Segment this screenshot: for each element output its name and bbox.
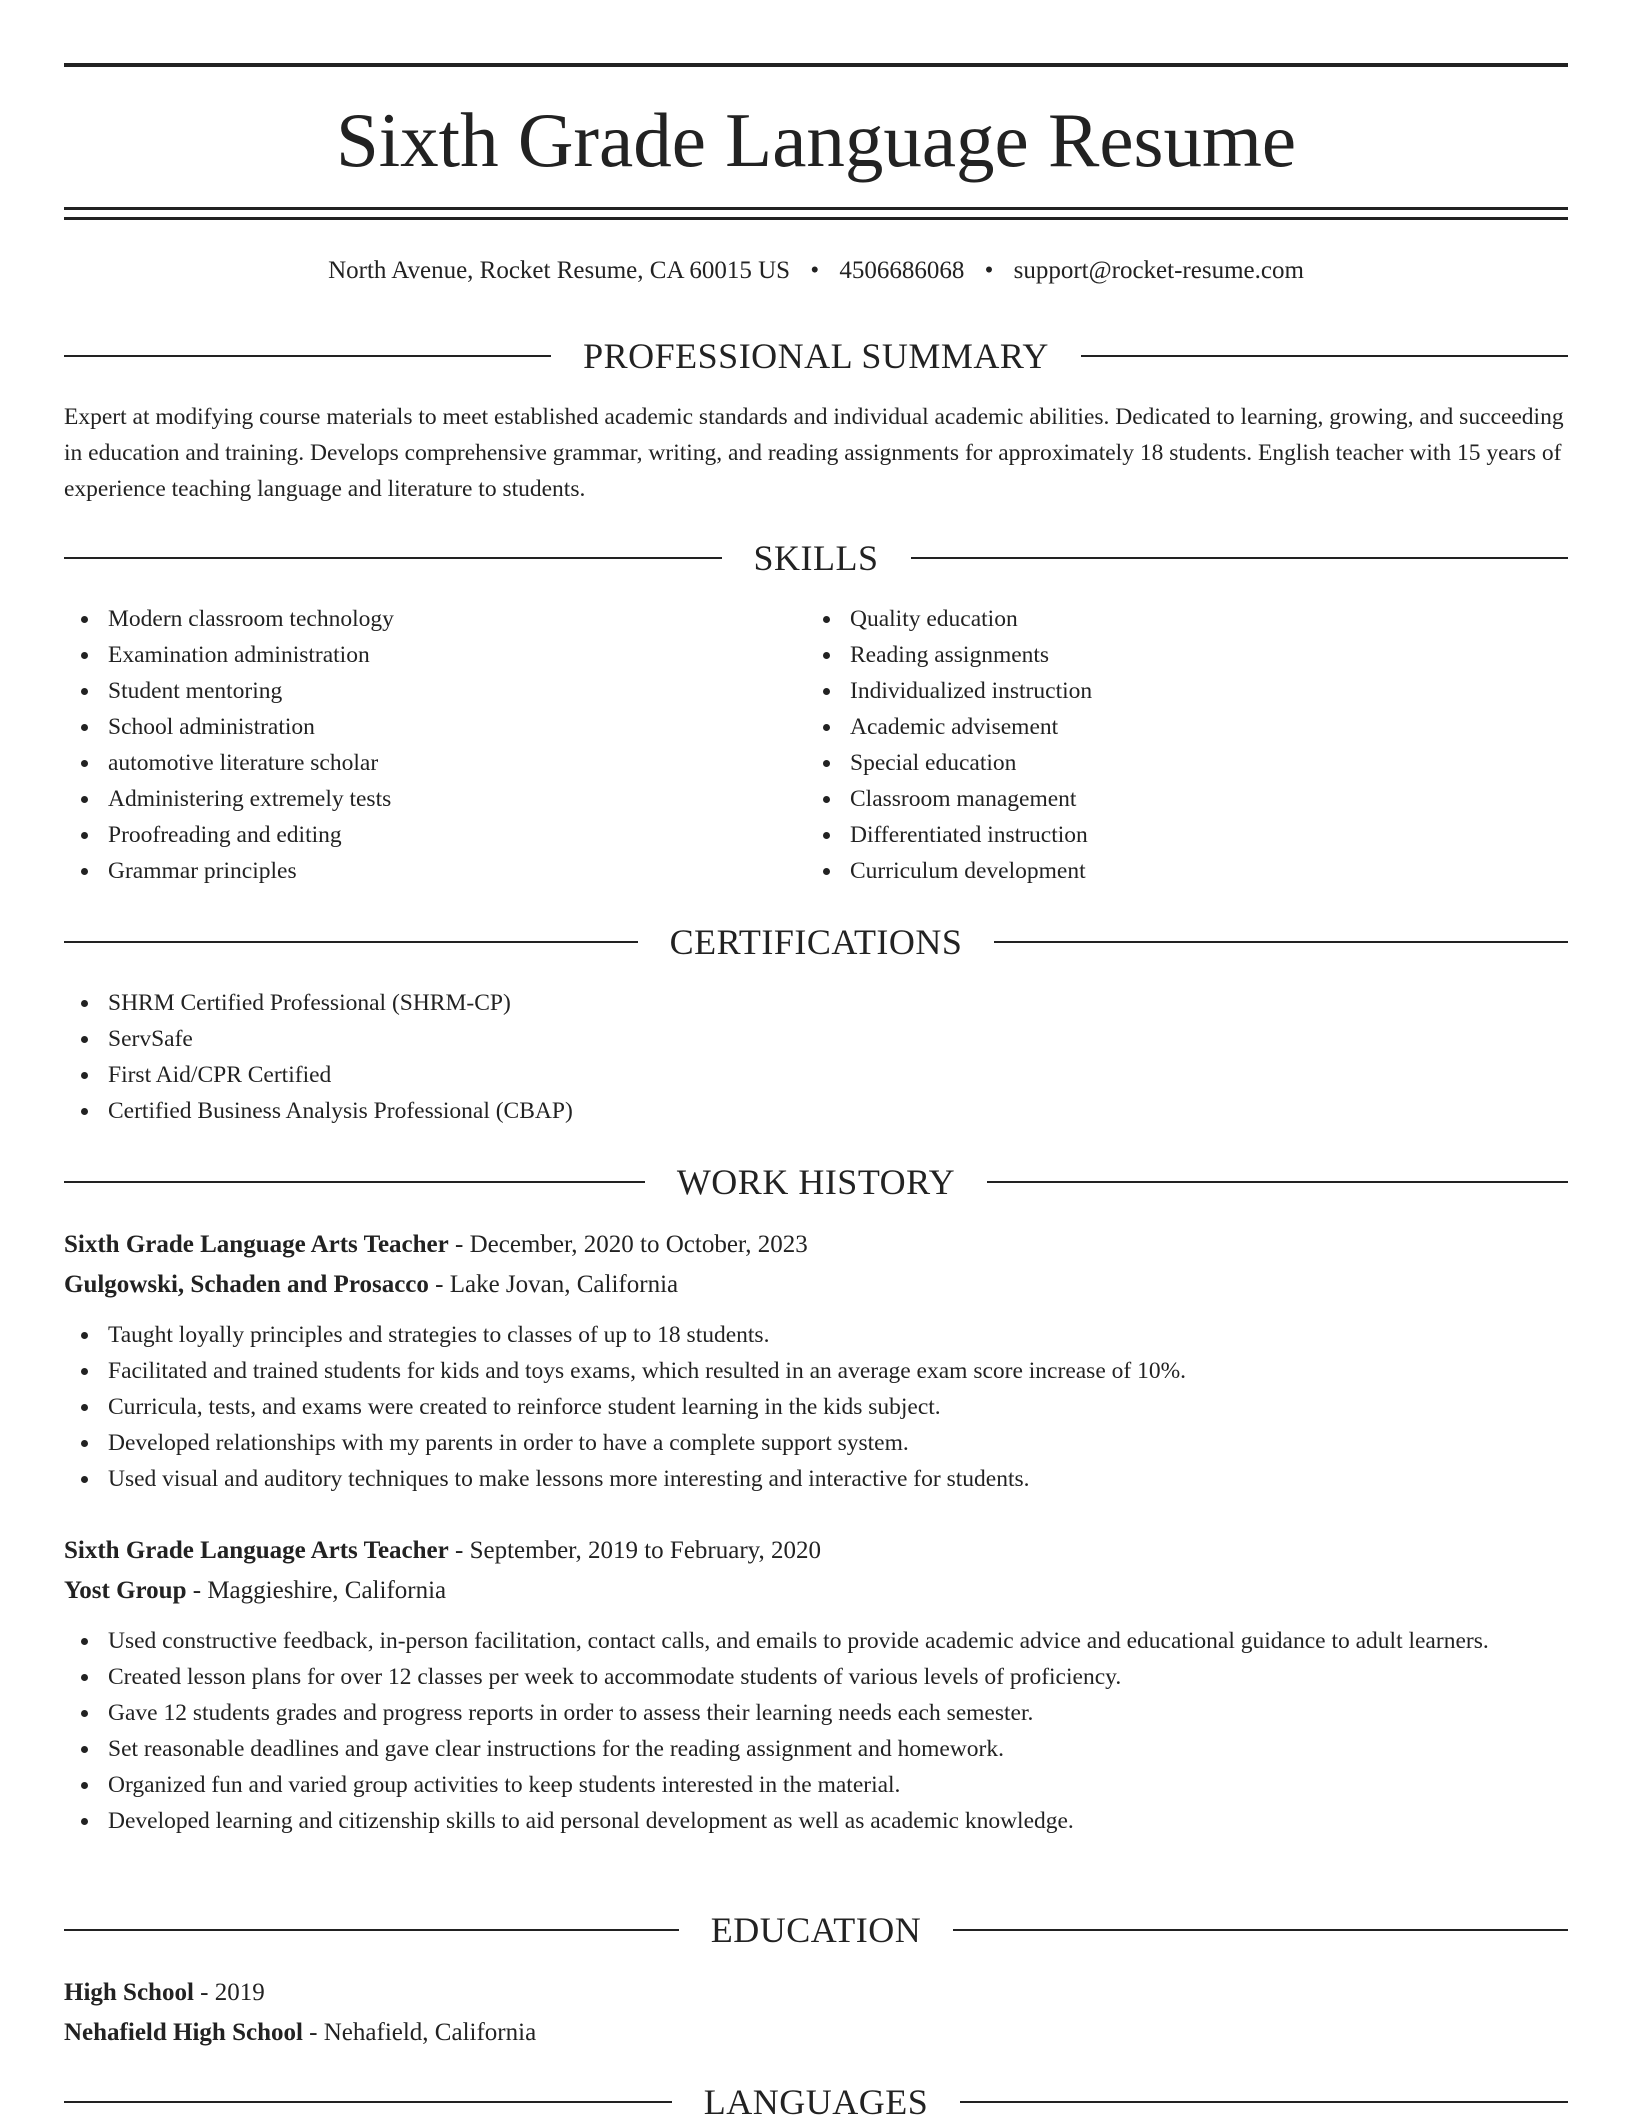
list-item: Differentiated instruction [806,817,1566,853]
education-degree: High School [64,1979,194,2006]
section-heading-skills [64,536,1568,580]
contact-address: North Avenue, Rocket Resume, CA 60015 US [328,257,791,284]
section-title: WORK HISTORY [676,1162,956,1202]
list-item: Taught loyally principles and strategies to classes of up to 18 students. [64,1317,1568,1353]
list-item: Grammar principles [64,853,804,889]
education-year: - 2019 [193,1979,265,2006]
list-item: Facilitated and trained students for kids and toys exams, which resulted in an average exam score increase of 10%. [64,1353,1568,1389]
contact-separator: • [984,257,994,284]
certifications-list [64,985,1568,1129]
education-degree-line [64,1973,1568,2013]
list-item: Individualized instruction [806,673,1566,709]
heading-rule [960,2101,1568,2103]
heading-rule [64,1181,645,1183]
resume-title: Sixth Grade Language Resume [335,97,1297,183]
list-item: Quality education [806,601,1566,637]
education-entry [64,1973,1568,2053]
heading-rule [953,1929,1568,1931]
list-item: First Aid/CPR Certified [64,1057,1568,1093]
title-double-rule [64,207,1568,220]
skills-list-left [64,601,804,889]
list-item: Set reasonable deadlines and gave clear instructions for the reading assignment and homework. [64,1731,1568,1767]
education-location: - Nehafield, California [302,2019,537,2046]
list-item: ServSafe [64,1021,1568,1057]
education-school-line [64,2013,1568,2053]
contact-line [64,254,1568,288]
section-title: PROFESSIONAL SUMMARY [583,336,1049,376]
job-company: Yost Group [64,1577,187,1604]
heading-rule [987,1181,1568,1183]
heading-rule [64,2101,672,2103]
list-item: automotive literature scholar [64,745,804,781]
list-item: Classroom management [806,781,1566,817]
job-dates: - December, 2020 to October, 2023 [448,1231,808,1258]
list-item: School administration [64,709,804,745]
job-entry [64,1531,1568,1839]
heading-rule [64,355,551,357]
list-item: Curriculum development [806,853,1566,889]
list-item: Organized fun and varied group activities to keep students interested in the material. [64,1767,1568,1803]
list-item: Created lesson plans for over 12 classes per week to accommodate students of various levels of proficiency. [64,1659,1568,1695]
section-title: CERTIFICATIONS [669,922,963,962]
job-location: - Maggieshire, California [186,1577,447,1604]
job-bullets [64,1623,1568,1839]
heading-rule [64,941,638,943]
list-item: Administering extremely tests [64,781,804,817]
heading-rule [994,941,1568,943]
list-item: Proofreading and editing [64,817,804,853]
list-item: Developed learning and citizenship skills to aid personal development as well as academic knowledge. [64,1803,1568,1839]
list-item: Reading assignments [806,637,1566,673]
job-company-line [64,1571,1568,1611]
heading-rule [1081,355,1568,357]
list-item: Used constructive feedback, in-person facilitation, contact calls, and emails to provide academic advice and educational guidance to adult learners. [64,1623,1568,1659]
section-heading-certifications [64,920,1568,964]
job-bullets [64,1317,1568,1497]
job-dates: - September, 2019 to February, 2020 [448,1537,822,1564]
list-item: Academic advisement [806,709,1566,745]
job-company-line [64,1265,1568,1305]
list-item: Student mentoring [64,673,804,709]
section-heading-languages [64,2080,1568,2124]
education-school: Nehafield High School [64,2019,303,2046]
job-title: Sixth Grade Language Arts Teacher [64,1537,449,1564]
section-title: LANGUAGES [703,2082,929,2122]
contact-separator: • [810,257,820,284]
top-rule [64,63,1568,67]
section-title: EDUCATION [710,1910,922,1950]
list-item: Certified Business Analysis Professional (CBAP) [64,1093,1568,1129]
job-location: - Lake Jovan, California [428,1271,679,1298]
section-heading-work-history [64,1160,1568,1204]
contact-phone: 4506686068 [839,257,965,284]
list-item: Gave 12 students grades and progress reports in order to assess their learning needs each semester. [64,1695,1568,1731]
list-item: Special education [806,745,1566,781]
list-item: Used visual and auditory techniques to make lessons more interesting and interactive for students. [64,1461,1568,1497]
job-title-line [64,1225,1568,1265]
list-item: Modern classroom technology [64,601,804,637]
list-item: Developed relationships with my parents in order to have a complete support system. [64,1425,1568,1461]
job-title: Sixth Grade Language Arts Teacher [64,1231,449,1258]
section-heading-education [64,1908,1568,1952]
heading-rule [64,1929,679,1931]
skills-list-right [806,601,1566,889]
heading-rule [64,557,722,559]
summary-text: Expert at modifying course materials to meet established academic standards and individual academic abilities. Dedicated to learning, growing, and succeeding in education and training. Develops comprehensive grammar, writing, and reading assignments for approximately 18 students. English teacher with 15 years of experience teaching language and literature to students. [64,404,1564,502]
section-title: SKILLS [753,538,879,578]
list-item: Curricula, tests, and exams were created to reinforce student learning in the kids subject. [64,1389,1568,1425]
list-item: SHRM Certified Professional (SHRM-CP) [64,985,1568,1021]
job-entry [64,1225,1568,1497]
contact-email: support@rocket-resume.com [1013,257,1304,284]
job-company: Gulgowski, Schaden and Prosacco [64,1271,429,1298]
job-title-line [64,1531,1568,1571]
section-heading-summary [64,334,1568,378]
list-item: Examination administration [64,637,804,673]
heading-rule [911,557,1569,559]
